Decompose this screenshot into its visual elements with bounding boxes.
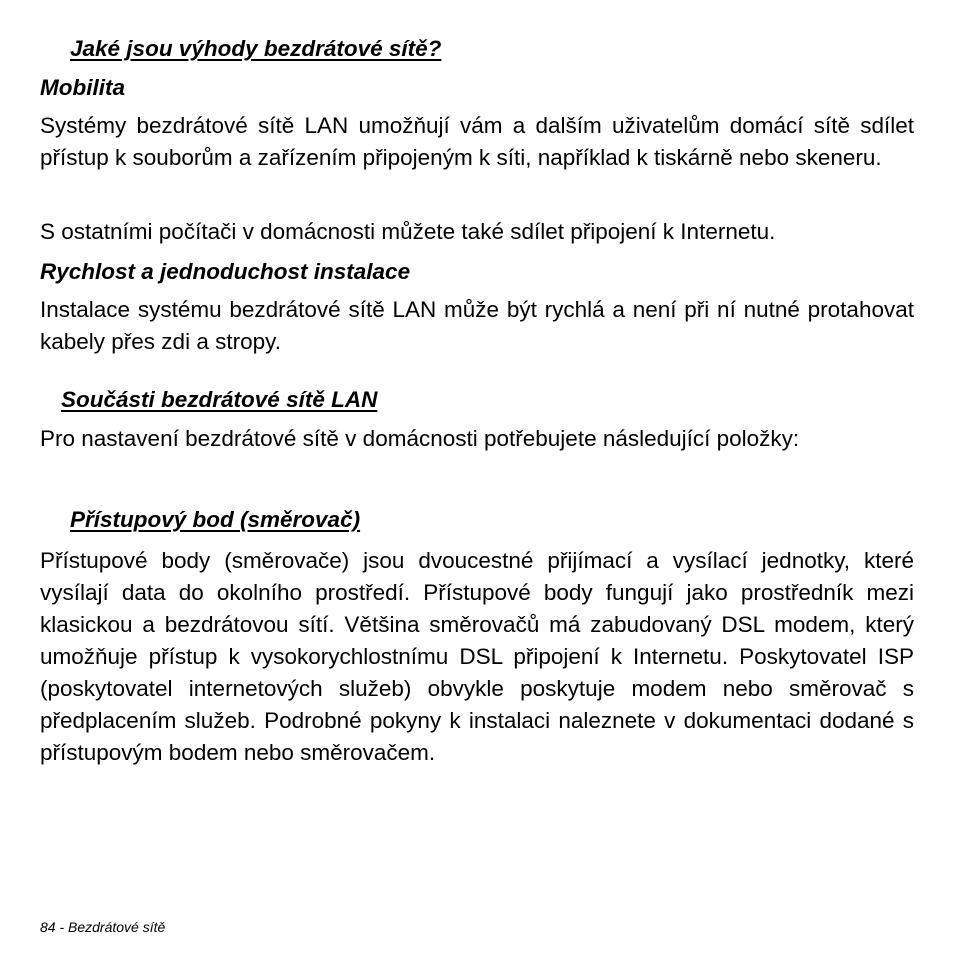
section-heading-components: Součásti bezdrátové sítě LAN (61, 387, 378, 412)
paragraph-mobility-1: Systémy bezdrátové sítě LAN umožňují vám a dalším uživatelům domácí sítě sdílet přístup k souborům a zařízením připojeným k síti, například k tiskárně nebo skeneru. (40, 113, 914, 170)
page-footer: 84 - Bezdrátové sítě (40, 919, 166, 935)
section-heading-advantages: Jaké jsou výhody bezdrátové sítě? (70, 36, 442, 61)
subheading-mobility: Mobilita (40, 75, 125, 100)
paragraph-speed-1: Instalace systému bezdrátové sítě LAN může být rychlá a není při ní nutné protahovat kabely přes zdi a stropy. (40, 297, 914, 354)
paragraph-mobility-2: S ostatními počítači v domácnosti můžete také sdílet připojení k Internetu. (40, 219, 776, 244)
paragraph-access-point-1: Přístupové body (směrovače) jsou dvoucestné přijímací a vysílací jednotky, které vysílají data do okolního prostředí. Přístupové body fungují jako prostředník mezi klasickou a bezdrátovou sítí. Většina směrovačů má zabudovaný DSL modem, který umožňuje přístup k vysokorychlostnímu DSL připojení k Internetu. Poskytovatel ISP (poskytovatel internetových služeb) obvykle poskytuje modem nebo směrovač s předplacením služeb. Podrobné pokyny k instalaci naleznete v dokumentaci dodané s přístupovým bodem nebo směrovačem. (40, 548, 914, 765)
section-heading-access-point: Přístupový bod (směrovač) (70, 507, 361, 532)
subheading-speed: Rychlost a jednoduchost instalace (40, 259, 411, 284)
paragraph-components-1: Pro nastavení bezdrátové sítě v domácnosti potřebujete následující položky: (40, 426, 800, 451)
